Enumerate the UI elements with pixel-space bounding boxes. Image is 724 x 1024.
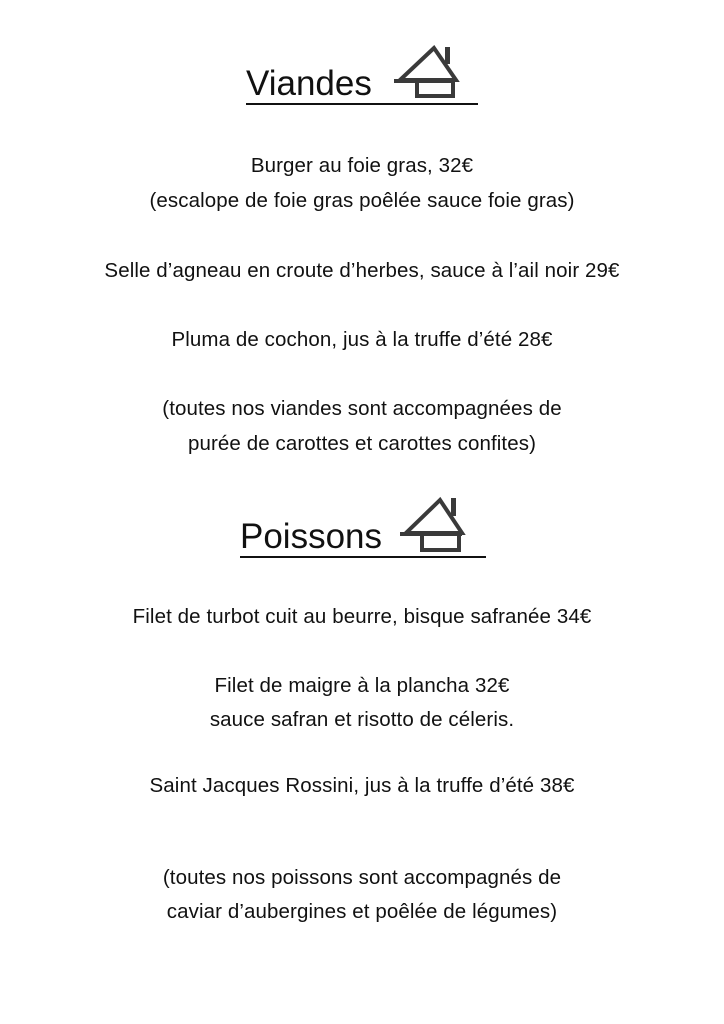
menu-item-description: sauce safran et risotto de céleris. (209, 708, 515, 731)
menu-item-name: Filet de turbot cuit au beurre, bisque safranée 34€ (132, 605, 592, 628)
section-note: (toutes nos viandes sont accompagnées de (162, 397, 562, 420)
house-icon (398, 495, 466, 553)
house-icon (392, 44, 460, 100)
menu-item-name: Filet de maigre à la plancha 32€ (214, 674, 510, 697)
section-title-viandes: Viandes (246, 64, 372, 103)
menu-item-name: Burger au foie gras, 32€ (250, 154, 474, 177)
section-title-poissons: Poissons (240, 517, 383, 556)
menu-item-name: Saint Jacques Rossini, jus à la truffe d’été 38€ (149, 774, 575, 797)
menu-item-name: Selle d’agneau en croute d’herbes, sauce à l’ail noir 29€ (104, 259, 620, 282)
section-note: caviar d’aubergines et poêlée de légumes) (166, 900, 558, 923)
section-note: (toutes nos poissons sont accompagnés de (162, 866, 562, 889)
section-note: purée de carottes et carottes confites) (187, 432, 537, 455)
section-title-underline (246, 103, 478, 105)
menu-item-description: (escalope de foie gras poêlée sauce foie gras) (149, 189, 575, 212)
section-title-underline (240, 556, 486, 558)
menu-item-name: Pluma de cochon, jus à la truffe d’été 28€ (171, 328, 553, 351)
